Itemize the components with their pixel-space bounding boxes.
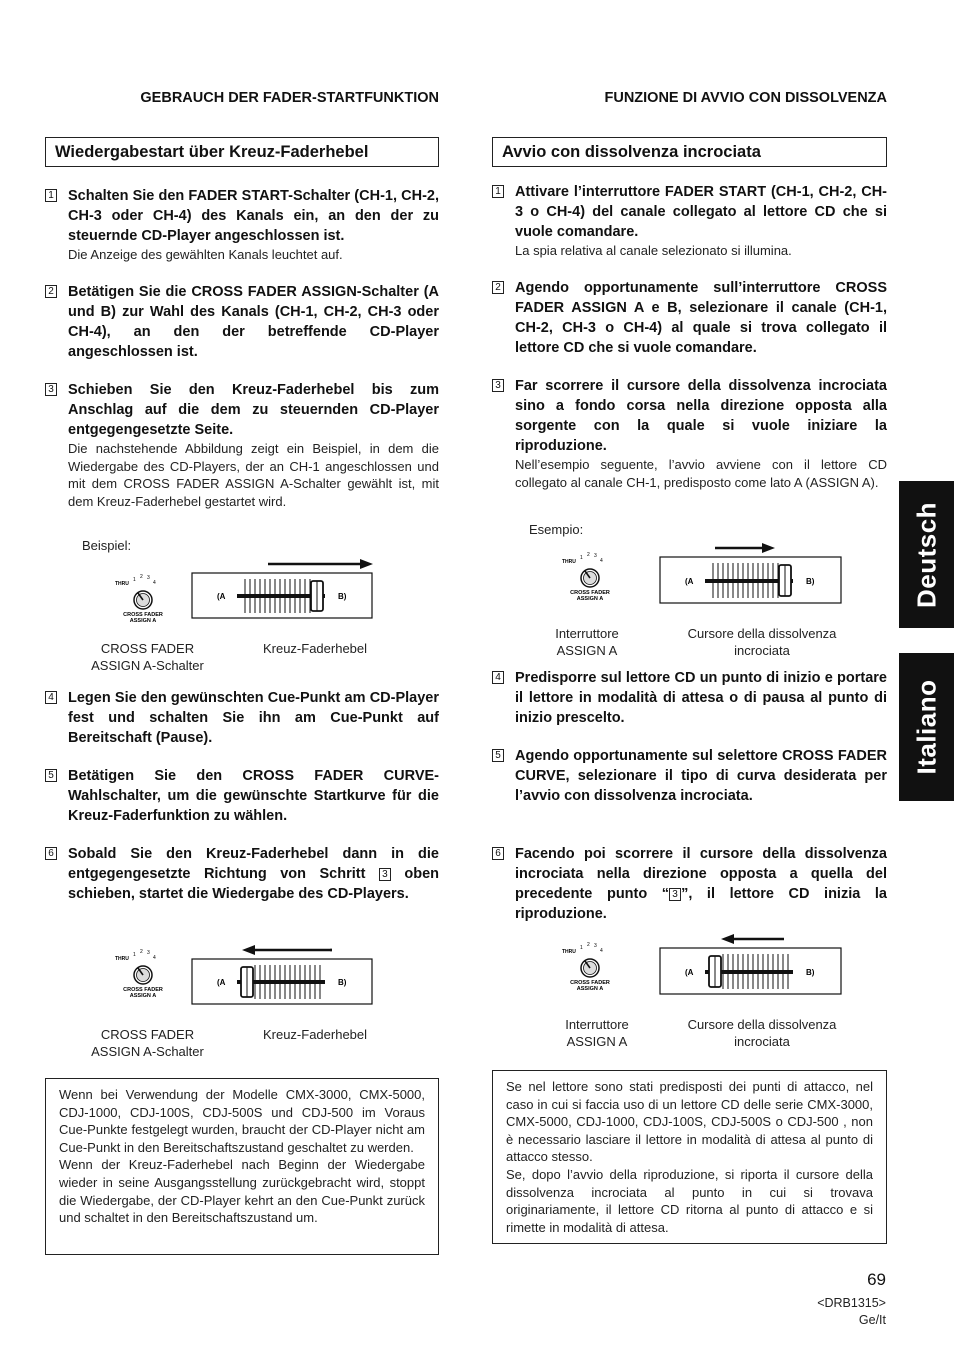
- step-note: Die Anzeige des gewählten Kanals leuchtet auf.: [68, 247, 343, 262]
- svg-text:(A: (A: [685, 577, 694, 586]
- step-text: Facendo poi scorrere il cursore della dissolvenza incrociata nella direzione opposta a quella del precedente punto “ 3 ”, il lettore CD inizia la riproduzione.: [515, 846, 887, 922]
- svg-text:2: 2: [140, 949, 143, 955]
- knob-thru-label: THRU: [115, 581, 129, 587]
- step-note: Die nachstehende Abbildung zeigt ein Beispiel, in dem die Wiedergabe des CD-Players, der an CH-1 angeschlossen und mit dem CROSS FADER ASSIGN A-Schalter gewählt ist, mit dem Kreuz-Faderhebel gestartet wird.: [68, 441, 439, 509]
- step-text: Betätigen Sie den CROSS FADER CURVE-Wahlschalter, um die gewünschte Startkurve für die Kreuz-Faderfunktion zu wählen.: [68, 768, 439, 824]
- assign-knob: [562, 552, 610, 602]
- svg-text:THRU: THRU: [115, 956, 129, 962]
- step-text: Far scorrere il cursore della dissolvenza incrociata sino a fondo corsa nella direzione opposta alla sorgente con la quale si vuole iniziare la riproduzione.: [515, 378, 887, 454]
- step-number: 5: [45, 769, 57, 782]
- step-1: [45, 186, 439, 264]
- side-a-label: (A: [217, 592, 226, 601]
- note-box: Wenn bei Verwendung der Modelle CMX-3000, CMX-5000, CDJ-1000, CDJ-100S, CDJ-500S und CDJ-500 im Voraus Cue-Punkte festgelegt wurden, braucht der CD-Player nicht am Cue-Punkt in den Bereitschaftszustand geschaltet zu werden. Wenn der Kreuz-Faderhebel nach Beginn der Wiedergabe wieder in seine Ausgangsstellung zurückgebracht wird, stoppt die Wiedergabe, der CD-Player kehrt an den Cue-Punkt zurück und schaltet in den Bereitschaftszustand um.: [45, 1078, 439, 1255]
- tab-deutsch-label: Deutsch: [911, 501, 941, 608]
- side-b-label: B): [338, 592, 347, 601]
- step-number: 3: [492, 379, 504, 392]
- svg-text:THRU: THRU: [562, 559, 576, 565]
- figure-caption-switch: Interruttore ASSIGN A: [555, 626, 619, 658]
- step-text: Agendo opportunamente sull’interruttore CROSS FADER ASSIGN A e B, selezionare il canale (CH-1, CH-2, CH-3 o CH-4) al quale si trova collegato il lettore CD che si vuole comandare.: [515, 280, 887, 356]
- step-note: Nell’esempio seguente, l’avvio avviene con il lettore CD collegato al canale CH-1, predisposto come lato A (ASSIGN A).: [515, 457, 887, 490]
- figure-caption-switch: Interruttore ASSIGN A: [565, 1017, 629, 1049]
- fader-panel: [660, 557, 841, 603]
- step-text: Sobald Sie den Kreuz-Faderhebel dann in die entgegengesetzte Richtung von Schritt 3 oben schieben, startet die Wiedergabe des CD-Players.: [68, 846, 440, 902]
- svg-text:(A: (A: [685, 968, 694, 977]
- svg-text:THRU: THRU: [562, 949, 576, 955]
- fader-figure-right-svg: [110, 555, 400, 635]
- step-6: [45, 844, 439, 904]
- step-6: [492, 844, 887, 924]
- arrow-left-icon: [721, 934, 784, 944]
- svg-text:2: 2: [587, 942, 590, 948]
- section-title: Avvio con dissolvenza incrociata: [492, 137, 887, 167]
- assign-knob: [115, 574, 163, 624]
- note-box: Se nel lettore sono stati predisposti dei punti di attacco, nel caso in cui si faccia uso di un lettore CD delle serie CMX-3000, CMX-5000, CDJ-1000, CDJ-100S, CDJ-500S o CDJ-500 , non è necessario lasciare il lettore in modalità di attesa al punto di attacco stesso. Se, dopo l’avvio della riproduzione, si riporta il cursore della dissolvenza incrociata al punto in cui si trovava originariamente, il lettore CD ritorna al punto di attacco e si rimette in modalità di attesa.: [492, 1070, 887, 1244]
- step-2: [45, 282, 439, 362]
- step-text: Agendo opportunamente sul selettore CROSS FADER CURVE, selezionare il tipo di curva desiderata per l’avvio con dissolvenza incrociata.: [515, 748, 887, 804]
- lang-code-label: Ge/It: [858, 1313, 886, 1327]
- step-note: La spia relativa al canale selezionato si illumina.: [515, 243, 792, 258]
- tab-italiano: [899, 653, 954, 801]
- step-number: 6: [45, 847, 57, 860]
- svg-text:3: 3: [594, 553, 597, 559]
- fader-panel: [192, 573, 372, 618]
- step-2: [492, 278, 887, 358]
- svg-text:1: 1: [580, 945, 583, 951]
- figure-caption-lever: Cursore della dissolvenza incrociata: [687, 626, 837, 658]
- tab-deutsch: [899, 481, 954, 628]
- svg-text:1: 1: [580, 555, 583, 561]
- step-5: [45, 766, 439, 826]
- step-number: 3: [45, 383, 57, 396]
- step-text: Betätigen Sie die CROSS FADER ASSIGN-Schalter (A und B) zur Wahl des Kanals (CH-1, CH-2, CH-3 oder CH-4), an den der betreffende CD-Player angeschlossen ist.: [68, 284, 439, 360]
- svg-text:CROSS FADER: CROSS FADER: [123, 987, 163, 993]
- step-number: 2: [45, 285, 57, 298]
- step-reference: 3: [379, 868, 391, 881]
- svg-text:(A: (A: [217, 978, 226, 987]
- step-1: [492, 182, 887, 260]
- arrow-left-icon: [242, 945, 332, 955]
- svg-text:1: 1: [133, 577, 136, 583]
- step-text: Schalten Sie den FADER START-Schalter (CH-1, CH-2, CH-3 oder CH-4) des Kanals ein, an den der zu steuernde CD-Player angeschlossen ist.: [68, 188, 439, 244]
- knob-caption-2: ASSIGN A: [129, 618, 157, 624]
- fader-figure-left-svg: [557, 928, 857, 1008]
- svg-text:CROSS FADER: CROSS FADER: [570, 590, 610, 596]
- step-text: Legen Sie den gewünschten Cue-Punkt am CD-Player fest und schalten Sie ihn am Cue-Punkt auf Bereitschaft (Pause).: [68, 690, 439, 746]
- page-number: 69: [867, 1270, 886, 1289]
- knob-caption-1: CROSS FADER: [123, 612, 163, 618]
- example-label: Beispiel:: [82, 538, 132, 553]
- fader-panel: [660, 948, 841, 994]
- svg-text:B): B): [338, 978, 347, 987]
- svg-text:4: 4: [600, 558, 603, 564]
- arrow-right-icon: [715, 543, 775, 553]
- step-text: Schieben Sie den Kreuz-Faderhebel bis zum Anschlag auf die dem zu steuernden CD-Player entgegengesetzte Seite.: [68, 382, 439, 438]
- fader-figure-left-svg: [110, 940, 400, 1020]
- svg-text:4: 4: [153, 955, 156, 961]
- svg-text:ASSIGN A: ASSIGN A: [576, 986, 604, 992]
- svg-text:CROSS FADER: CROSS FADER: [570, 980, 610, 986]
- svg-text:2: 2: [140, 574, 143, 580]
- svg-text:ASSIGN A: ASSIGN A: [129, 993, 157, 999]
- fader-figure-left: [557, 928, 857, 1013]
- fader-panel: [192, 959, 372, 1004]
- doc-code-label: <DRB1315>: [817, 1296, 886, 1310]
- svg-text:ASSIGN A: ASSIGN A: [576, 596, 604, 602]
- fader-figure-right: [557, 538, 857, 623]
- fader-figure-left: [110, 940, 400, 1025]
- step-4: [492, 668, 887, 728]
- arrow-right-icon: [268, 559, 373, 569]
- step-text: Predisporre sul lettore CD un punto di inizio e portare il lettore in modalità di attesa o di pausa al punto di inizio prescelto.: [515, 670, 887, 726]
- svg-text:B): B): [806, 968, 815, 977]
- svg-text:B): B): [806, 577, 815, 586]
- svg-text:4: 4: [153, 580, 156, 586]
- step-3: [492, 376, 887, 491]
- svg-text:4: 4: [600, 948, 603, 954]
- assign-knob: [115, 949, 163, 999]
- svg-text:3: 3: [594, 943, 597, 949]
- tab-italiano-label: Italiano: [911, 679, 941, 775]
- step-number: 6: [492, 847, 504, 860]
- figure-caption-switch: CROSS FADER ASSIGN A-Schalter: [91, 641, 204, 673]
- figure-caption-lever: Kreuz-Faderhebel: [262, 1027, 368, 1042]
- step-number: 4: [492, 671, 504, 684]
- figure-caption-lever: Kreuz-Faderhebel: [262, 641, 368, 656]
- svg-text:3: 3: [147, 950, 150, 956]
- step-text: Attivare l’interruttore FADER START (CH-1, CH-2, CH-3 o CH-4) del canale collegato al lettore CD che si vuole comandare.: [515, 184, 887, 240]
- figure-caption-switch: CROSS FADER ASSIGN A-Schalter: [91, 1027, 204, 1059]
- step-number: 5: [492, 749, 504, 762]
- step-number: 1: [492, 185, 504, 198]
- example-label: Esempio:: [529, 522, 584, 537]
- step-number: 2: [492, 281, 504, 294]
- svg-text:2: 2: [587, 552, 590, 558]
- section-heading: FUNZIONE DI AVVIO CON DISSOLVENZA: [604, 90, 887, 106]
- svg-text:1: 1: [133, 952, 136, 958]
- step-5: [492, 746, 887, 806]
- fader-figure-right: [110, 555, 400, 640]
- figure-caption-lever: Cursore della dissolvenza incrociata: [687, 1017, 837, 1049]
- step-3: [45, 380, 439, 510]
- section-heading: GEBRAUCH DER FADER-STARTFUNKTION: [140, 90, 439, 106]
- doc-code: [817, 1295, 886, 1329]
- fader-figure-right-svg: [557, 538, 857, 618]
- svg-text:3: 3: [147, 575, 150, 581]
- step-4: [45, 688, 439, 748]
- step-reference: 3: [669, 888, 681, 901]
- section-title: Wiedergabestart über Kreuz-Faderhebel: [45, 137, 439, 167]
- step-number: 4: [45, 691, 57, 704]
- assign-knob: [562, 942, 610, 992]
- step-number: 1: [45, 189, 57, 202]
